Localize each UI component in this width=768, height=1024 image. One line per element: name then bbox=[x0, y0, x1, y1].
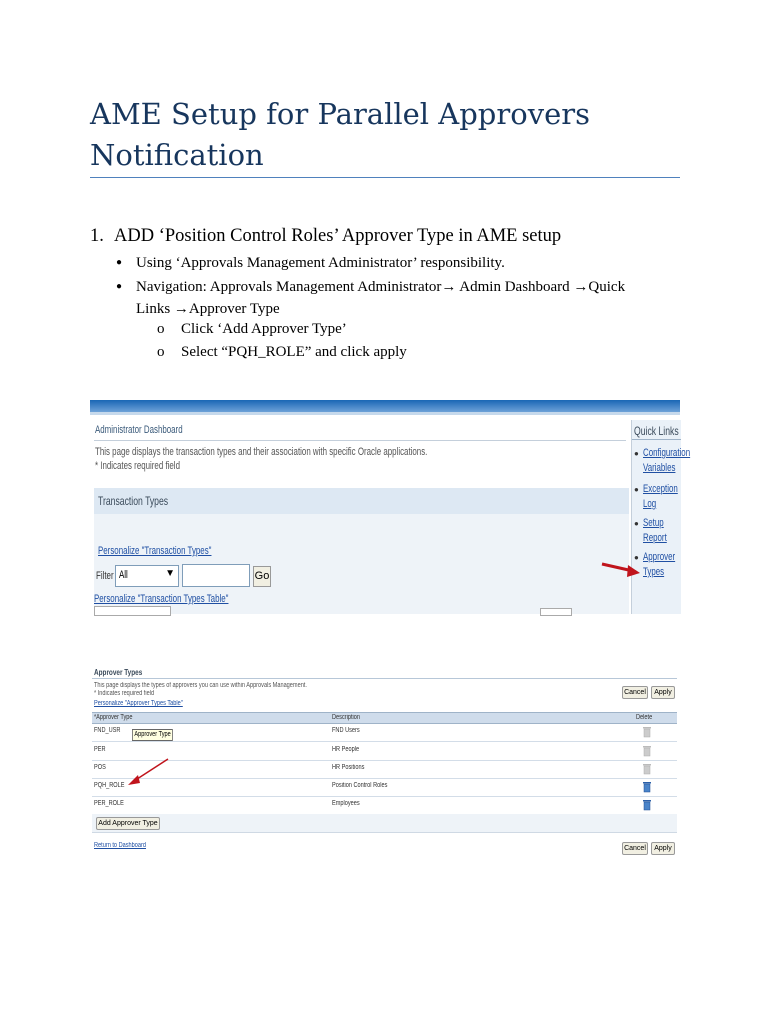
title-line-2: Notification bbox=[90, 138, 264, 172]
required-note: * Indicates required field bbox=[94, 690, 155, 697]
bullet-text: Using ‘Approvals Management Administrator’ responsibility. bbox=[136, 255, 505, 271]
description-cell: HR Positions bbox=[332, 764, 365, 771]
approver-type-cell: FND_USR bbox=[94, 727, 121, 734]
column-header-delete: Delete bbox=[636, 714, 653, 721]
bullet-dot: ● bbox=[116, 257, 123, 268]
tooltip: Approver Type bbox=[132, 729, 173, 741]
chevron-down-icon: ▼ bbox=[165, 568, 175, 579]
sub-bullet: o bbox=[157, 344, 165, 360]
add-approver-type-button[interactable]: Add Approver Type bbox=[96, 817, 160, 830]
approver-type-cell: POS bbox=[94, 764, 106, 771]
bullet-text: Navigation: Approvals Management Administrator→ Admin Dashboard →Quick bbox=[136, 279, 626, 295]
page-description: This page displays the types of approvers you can use within Approvals Management. bbox=[94, 682, 307, 689]
page-title: Approver Types bbox=[94, 668, 143, 677]
personalize-table-link[interactable]: Personalize "Transaction Types Table" bbox=[94, 593, 229, 605]
title-underline bbox=[90, 177, 680, 178]
quick-link-label: Log bbox=[643, 498, 657, 510]
quick-link-label: Types bbox=[643, 566, 665, 578]
section-title: Transaction Types bbox=[98, 494, 169, 508]
bullet-icon: ● bbox=[634, 553, 639, 562]
quick-link-label: Configuration bbox=[643, 447, 691, 459]
go-button[interactable]: Go bbox=[253, 566, 271, 587]
document-title bbox=[90, 94, 680, 176]
quick-links-title: Quick Links bbox=[634, 424, 679, 438]
bullet-icon: ● bbox=[634, 485, 639, 494]
section-heading bbox=[90, 226, 561, 247]
approver-type-cell: PER bbox=[94, 746, 106, 753]
approver-types-screenshot bbox=[92, 664, 677, 856]
apply-button[interactable]: Apply bbox=[651, 686, 675, 699]
page-description: This page displays the transaction types and their association with specific Oracle applications. bbox=[95, 446, 428, 458]
approver-type-cell: PQH_ROLE bbox=[94, 782, 125, 789]
column-header-approver-type: *Approver Type bbox=[94, 714, 133, 721]
quick-link-label: Setup bbox=[643, 517, 664, 529]
quick-link-label: Variables bbox=[643, 462, 676, 474]
bullet-dot: ● bbox=[116, 281, 123, 292]
admin-dashboard-screenshot bbox=[90, 400, 691, 614]
section-heading-text: ADD ‘Position Control Roles’ Approver Type in AME setup bbox=[114, 226, 562, 246]
red-arrow-icon bbox=[90, 400, 680, 614]
bullet-icon: ● bbox=[634, 449, 639, 458]
return-to-dashboard-link[interactable]: Return to Dashboard bbox=[94, 842, 146, 849]
cancel-button[interactable]: Cancel bbox=[622, 842, 648, 855]
bullet-text: Links →Approver Type bbox=[136, 301, 280, 317]
description-cell: HR People bbox=[332, 746, 360, 753]
description-cell: Employees bbox=[332, 800, 360, 807]
title-line-1: AME Setup for Parallel Approvers bbox=[90, 97, 590, 131]
bullet-icon: ● bbox=[634, 519, 639, 528]
personalize-table-link[interactable]: Personalize "Approver Types Table" bbox=[94, 700, 183, 707]
column-header-description: Description bbox=[332, 714, 361, 721]
filter-value: All bbox=[119, 569, 128, 581]
sub-bullet: o bbox=[157, 321, 165, 337]
apply-button[interactable]: Apply bbox=[651, 842, 675, 855]
sub-item-text: Select “PQH_ROLE” and click apply bbox=[181, 344, 407, 360]
approver-type-cell: PER_ROLE bbox=[94, 800, 124, 807]
red-arrow-icon bbox=[92, 664, 677, 856]
cancel-button[interactable]: Cancel bbox=[622, 686, 648, 699]
filter-label: Filter bbox=[96, 570, 114, 582]
section-number: 1. bbox=[90, 226, 104, 246]
required-note: * Indicates required field bbox=[95, 460, 180, 472]
quick-link-label: Report bbox=[643, 532, 667, 544]
quick-link-label: Approver bbox=[643, 551, 676, 563]
description-cell: Position Control Roles bbox=[332, 782, 388, 789]
quick-link-label: Exception bbox=[643, 483, 678, 495]
description-cell: FND Users bbox=[332, 727, 360, 734]
personalize-link[interactable]: Personalize "Transaction Types" bbox=[98, 545, 212, 557]
page-heading: Administrator Dashboard bbox=[95, 424, 183, 436]
sub-item-text: Click ‘Add Approver Type’ bbox=[181, 321, 347, 337]
